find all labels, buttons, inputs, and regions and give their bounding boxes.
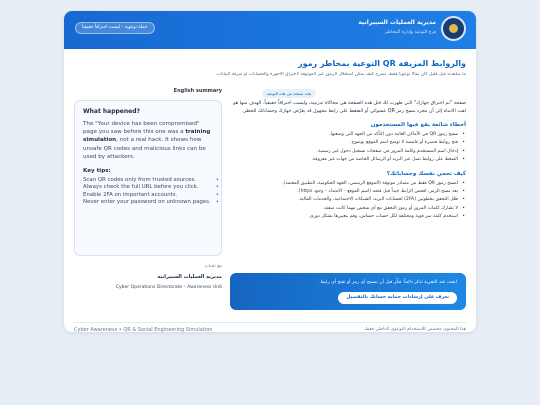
list-item: • امسح رموز QR فقط من مصادر موثوقة (الموقع الرسمي، الجهة الحكومية، التطبيق المعتمد). [230,180,458,188]
org-name: مديرية العمليات السيبرانية [358,19,436,26]
list-item: Never enter your password on unknown pages. • [83,199,213,206]
mistakes-list [230,131,466,165]
footer-divider [74,322,466,323]
key-tips-title: Key tips: [83,168,111,175]
list-item: • الضغط على روابط تصل عبر البريد أو الرسائل الخاصة من جهات غير معروفة. [230,156,458,164]
info-pill: هذه صفحة من هذه التوعية [262,89,316,98]
list-item: • بعد مسح الرمز، افحص الرابط جيداً قبل فتحه (اسم الموقع – الامتداد – وجود https). [230,188,458,196]
page-title: التوعية بمخاطر رموز QR والروابط المزيفة [297,59,466,68]
english-summary-heading: English summary [173,88,222,94]
mistakes-heading: أخطاء شائعة يقع فيها المستخدمون [370,122,466,128]
page-description: ما شاهدته قبل قليل كان مثالاً توعوياً فقط، يشرح كيف يمكن استغلال الرموز غير الموثوقة لاختراق الأجهزة والحسابات أو سرقة البيانات. [215,72,466,77]
list-item: • مسح رموز QR في الأماكن العامة دون التأكد من الجهة التي وضعتها. [230,131,458,139]
footer-right-text: هذا المحتوى مخصص للاستخدام التوعوي الداخلي فقط. [363,327,466,332]
list-item: • فعّل التحقق بخطوتين (2FA) لحسابات البريد، الشبكات الاجتماعية، والخدمات المالية. [230,196,458,204]
campaign-badge-button[interactable]: حملة توعوية - ليست اختراقاً حقيقياً [75,22,155,34]
what-happened-text: The "Your device has been compromised" page you saw before this one was a training simulation, not a real hack. It shows how unsafe QR codes and malicious links can be used by attackers. [83,121,211,160]
list-item: Scan QR codes only from trusted sources. • [83,177,213,184]
list-item: • لا تشارك كلمات المرور أو رموز التحقق مع أي شخص مهما كانت صفته. [230,205,458,213]
key-tips-list [83,177,213,207]
signature-org-arabic: مديرية العمليات السيبرانية [157,274,222,280]
header-bar [64,11,476,49]
protect-heading: كيف تحمي نفسك وحساباتك؟ [386,170,466,177]
what-happened-title: What happened? [83,108,140,115]
english-summary-box [74,100,222,256]
list-item: • إدخال اسم المستخدم وكلمة المرور في صفحات تسجيل دخول غير رسمية. [230,148,458,156]
arabic-intro: صفحة "تم اختراق جهازك" التي ظهرت لك قبل هذه الصفحة هي محاكاة تدريبية، وليست اختراقاً حقيقياً. الهدف منها هو لفت الانتباه إلى أن مجرد مسح رمز QR عشوائي أو الضغط على رابط مجهول قد يعرّض جهازك وحساباتك للخطر. [233,101,466,114]
cta-text: ابحث عند التجربة تذكر دائماً: فكّر قبل أن تمسح أي رمز أو تفتح أي رابط. [319,280,457,285]
list-item: Always check the full URL before you click. • [83,184,213,191]
list-item: Enable 2FA on important accounts. • [83,192,213,199]
directorate-logo-icon [441,16,466,41]
list-item: • فتح روابط قصيرة أو غامضة لا توضح اسم الموقع بوضوح. [230,139,458,147]
protection-guide-button[interactable]: تعرف على إرشادات حماية حسابك بالتفصيل [338,292,457,304]
protect-list [230,180,466,222]
signature-block [74,264,222,290]
list-item: • استخدم كلمة سر قوية ومختلفة لكل حساب حساس، وقم بتغييرها بشكل دوري. [230,213,458,221]
call-to-action-banner [230,273,466,310]
signature-org-english: Cyber Operations Directorate – Awareness Unit [115,285,222,290]
org-subtitle: فرع التوعية وإدارة المخاطر [384,30,436,35]
signature-greeting: مع تحيات [204,264,222,269]
arabic-content [230,100,466,222]
footer-left-text: Cyber Awareness • QR & Social Engineering Simulation [74,327,213,332]
awareness-card [64,11,476,332]
